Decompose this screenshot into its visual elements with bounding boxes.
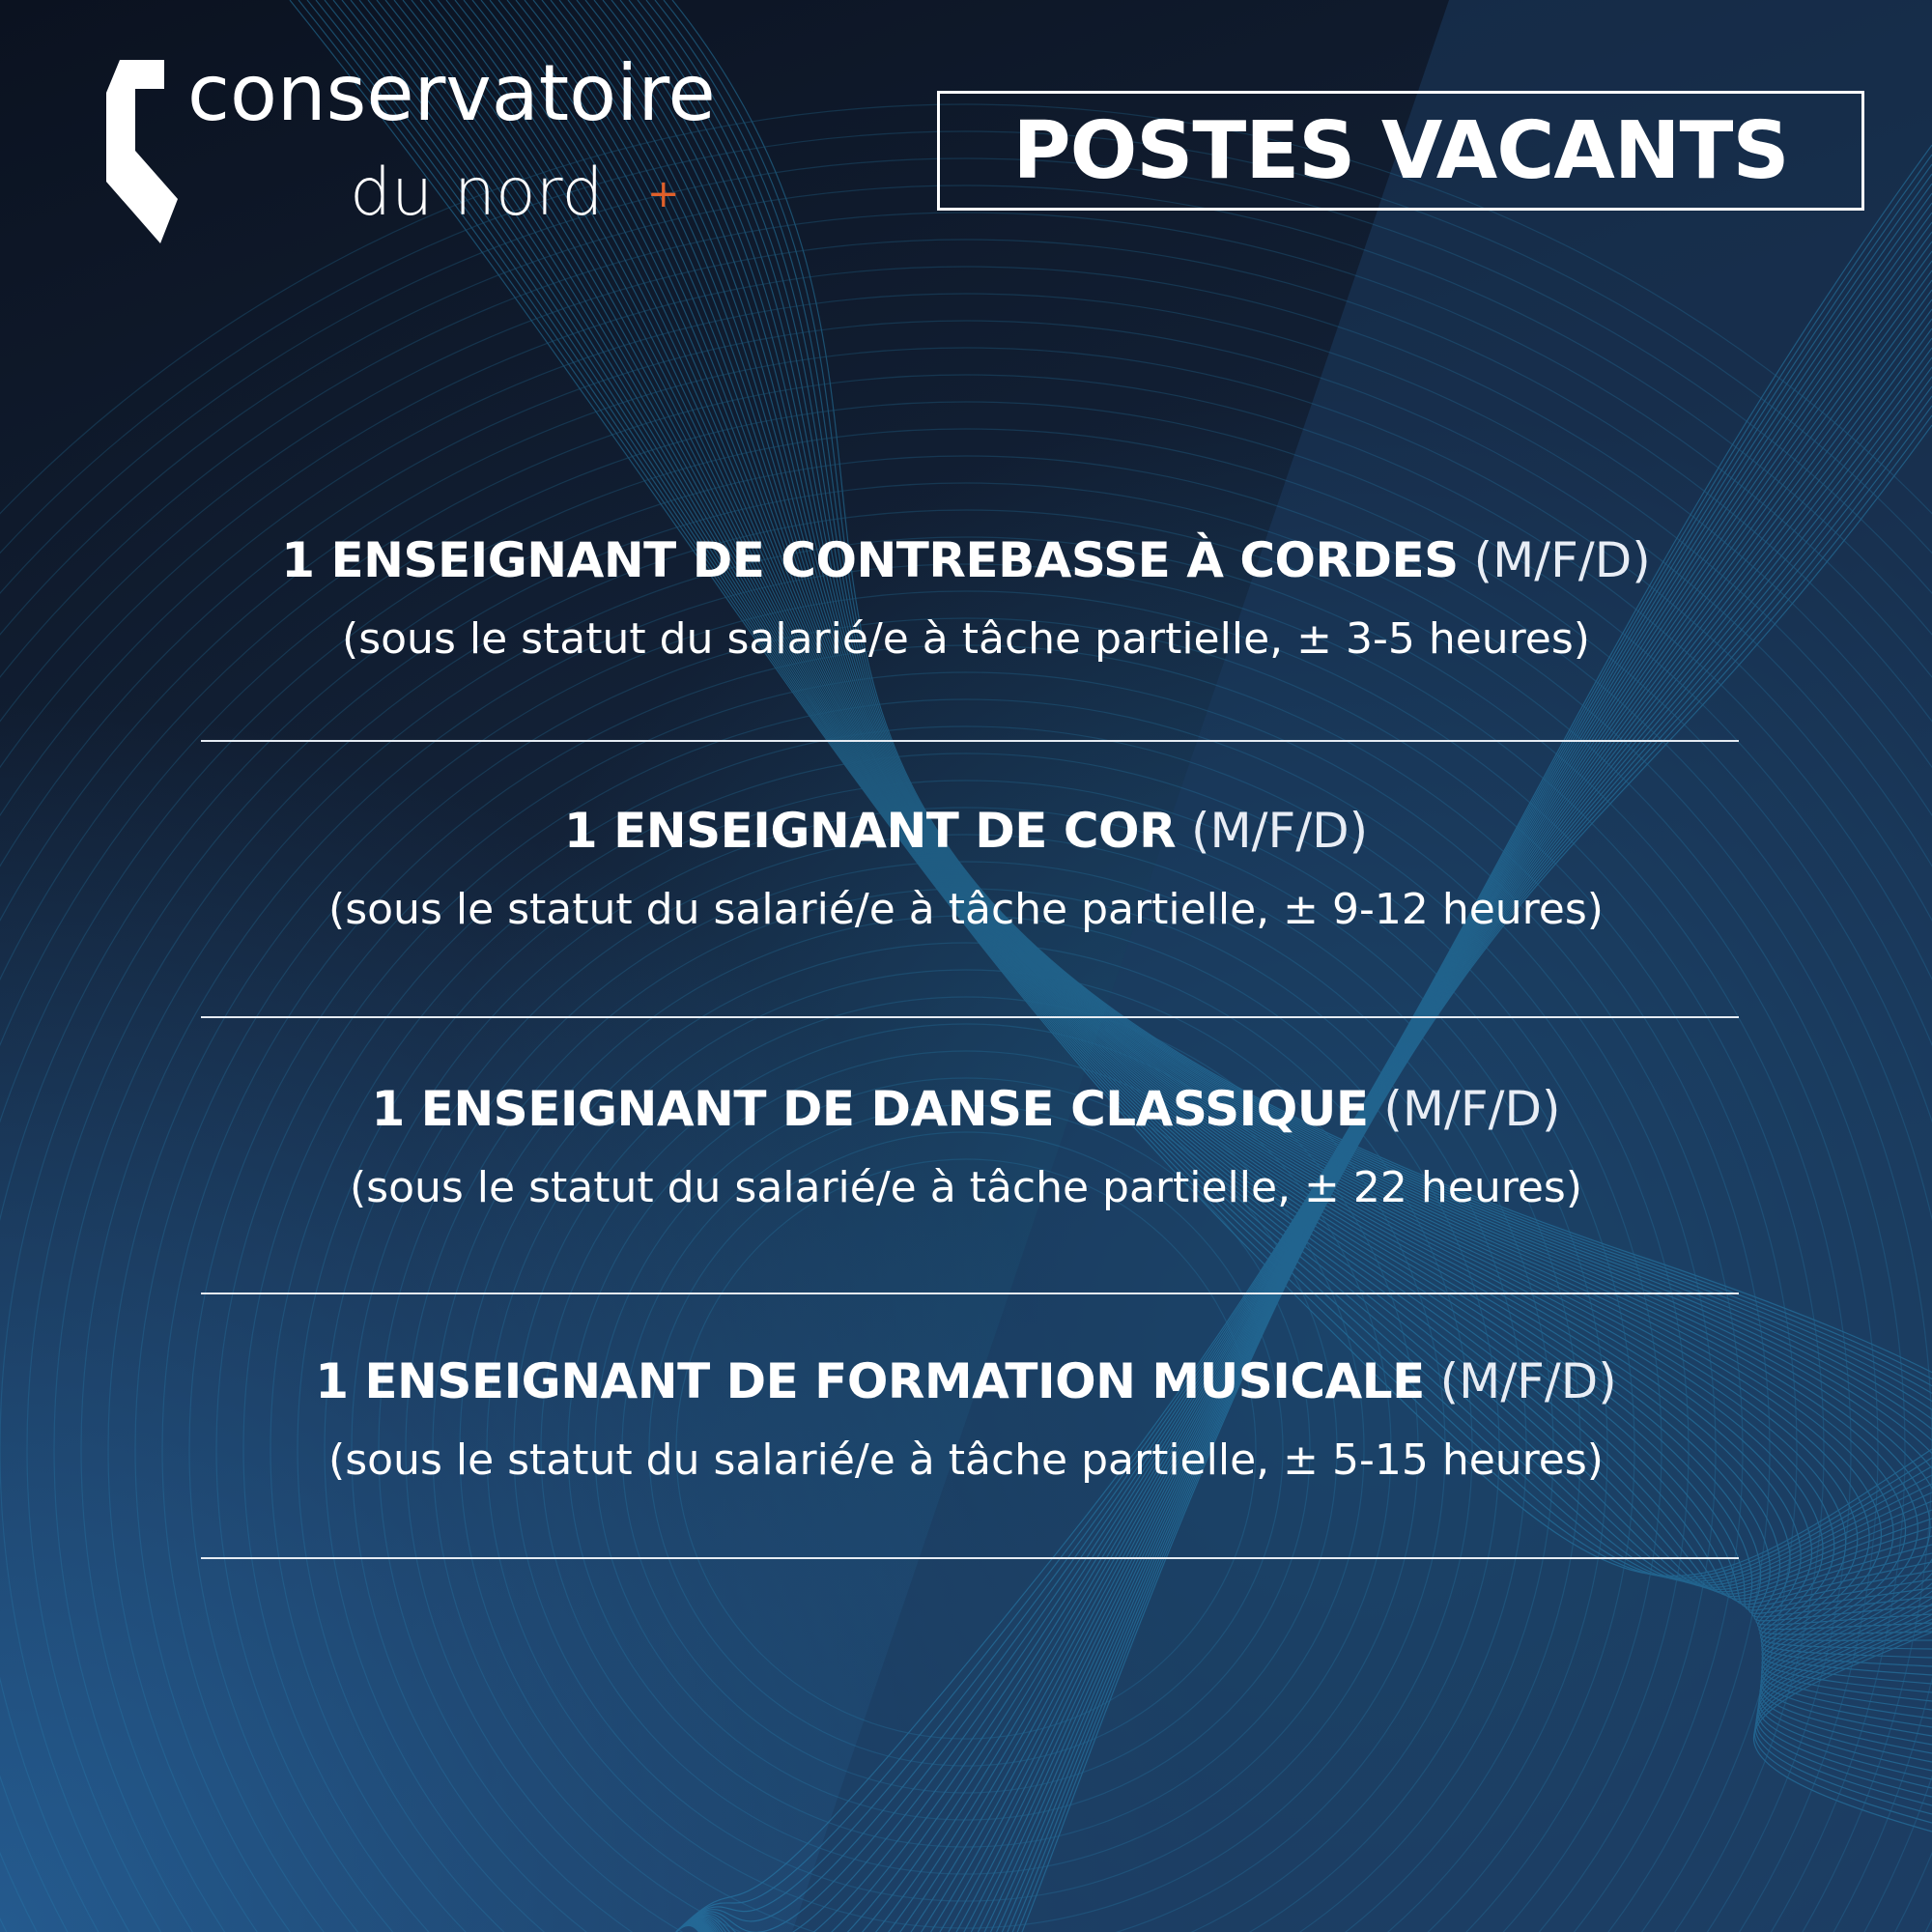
job-item — [0, 800, 1932, 937]
job-gender: (M/F/D) — [1473, 532, 1651, 588]
job-role: 1 ENSEIGNANT DE COR — [563, 803, 1177, 859]
divider — [201, 1557, 1739, 1559]
divider — [201, 1293, 1739, 1294]
divider — [201, 740, 1739, 742]
logo-subline: du nord — [350, 155, 604, 231]
job-title — [0, 1078, 1932, 1140]
job-title — [0, 800, 1932, 862]
page-title: POSTES VACANTS — [1012, 104, 1789, 197]
job-title — [0, 1350, 1932, 1412]
divider — [201, 1016, 1739, 1018]
job-item — [0, 529, 1932, 667]
logo-plus-icon: + — [647, 172, 680, 216]
job-title — [0, 529, 1932, 591]
job-gender: (M/F/D) — [1190, 803, 1369, 859]
job-item — [0, 1350, 1932, 1488]
job-role: 1 ENSEIGNANT DE DANSE CLASSIQUE — [371, 1081, 1369, 1137]
job-detail: (sous le statut du salarié/e à tâche partielle, ± 3-5 heures) — [342, 614, 1590, 664]
job-detail: (sous le statut du salarié/e à tâche partielle, ± 9-12 heures) — [328, 885, 1604, 934]
job-role: 1 ENSEIGNANT DE FORMATION MUSICALE — [315, 1353, 1425, 1409]
job-detail: (sous le statut du salarié/e à tâche partielle, ± 22 heures) — [349, 1163, 1583, 1212]
job-gender: (M/F/D) — [1439, 1353, 1617, 1409]
logo-wordmark: conservatoire — [187, 48, 716, 138]
job-item — [0, 1078, 1932, 1215]
job-gender: (M/F/D) — [1383, 1081, 1561, 1137]
job-detail: (sous le statut du salarié/e à tâche partielle, ± 5-15 heures) — [328, 1435, 1604, 1485]
job-role: 1 ENSEIGNANT DE CONTREBASSE À CORDES — [281, 532, 1459, 588]
